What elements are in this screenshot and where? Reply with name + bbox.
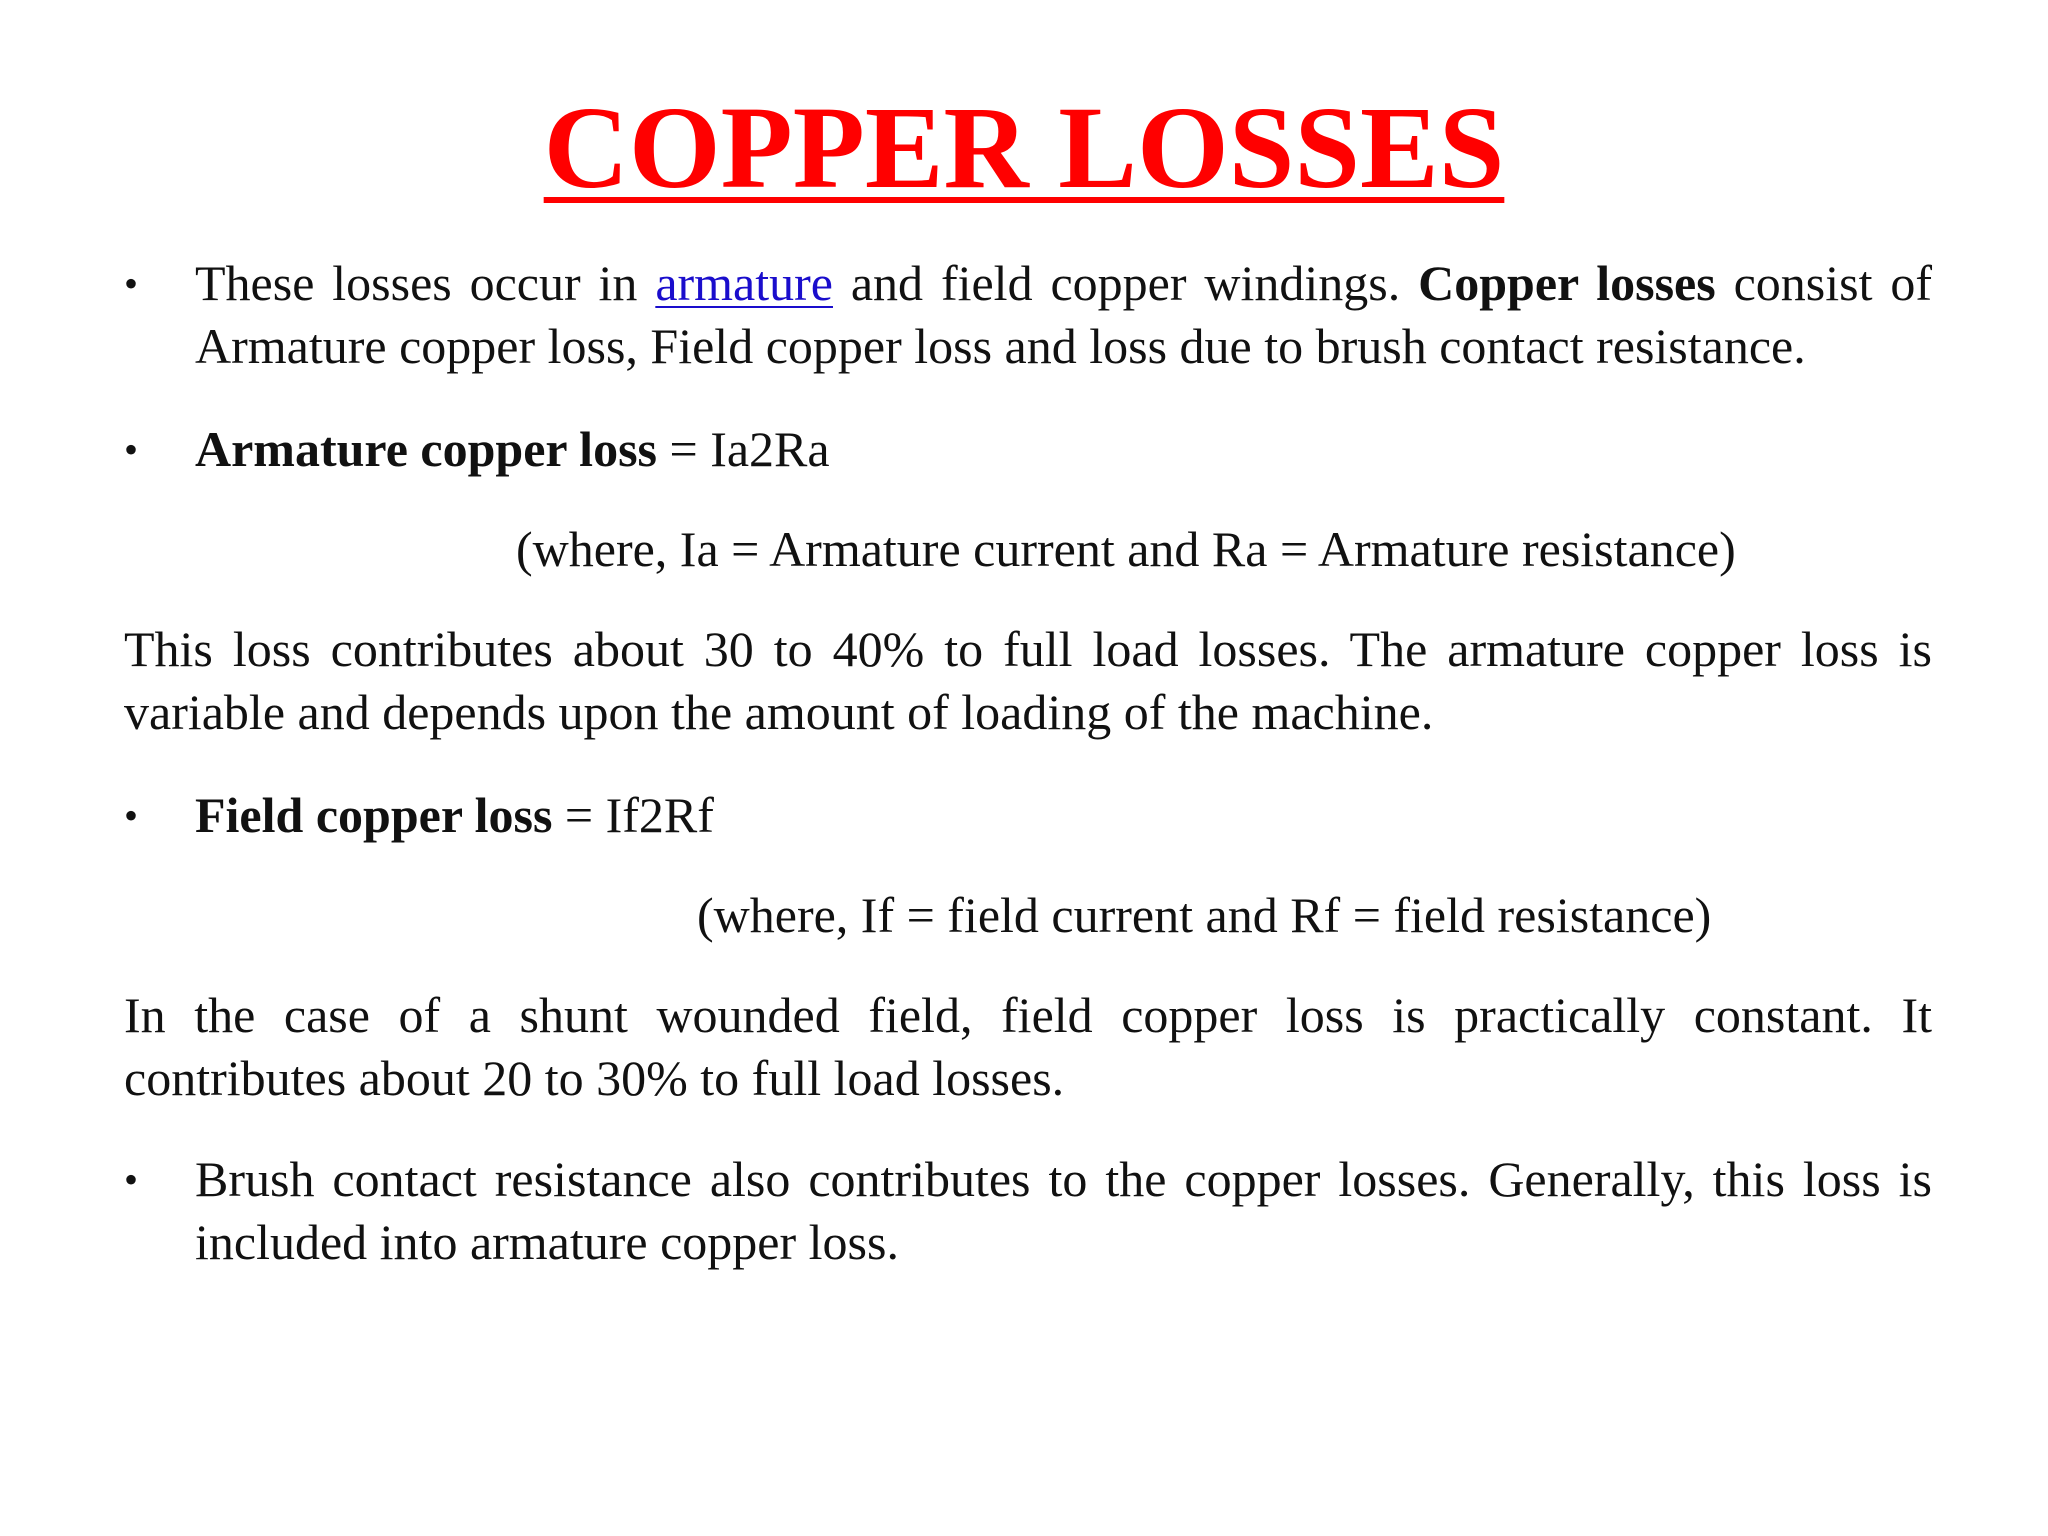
bullet-icon: • [124, 261, 139, 306]
bullet-text: and field copper windings. [832, 255, 1419, 311]
field-formula-note: (where, If = field current and Rf = field resistance) [697, 887, 1712, 943]
armature-formula-note: (where, Ia = Armature current and Ra = Armature resistance) [516, 521, 1736, 577]
bullet-icon: • [124, 793, 139, 838]
armature-loss-paragraph: This loss contributes about 30 to 40% to full load losses. The armature copper loss is variable and depends upon the amount of loading of the machine. [124, 621, 1932, 740]
bold-term-armature-copper-loss: Armature copper loss [195, 421, 657, 477]
bullet-item-brush-contact-resistance [124, 1148, 1932, 1274]
bullet-text: Brush contact resistance also contributes to the copper losses. Generally, this loss is included into armature copper loss. [195, 1151, 1932, 1270]
bold-term-copper-losses: Copper losses [1418, 255, 1716, 311]
bold-term-field-copper-loss: Field copper loss [195, 787, 553, 843]
armature-formula: = Ia2Ra [657, 421, 830, 477]
bullet-icon: • [124, 427, 139, 472]
bullet-text: consist of Armature copper loss, Field copper loss and loss due to brush contact resistance. [195, 255, 1933, 374]
slide-content [124, 252, 1932, 1274]
bullet-icon: • [124, 1157, 139, 1202]
bullet-item-armature-copper-loss [124, 418, 1932, 481]
bullet-item-field-copper-loss [124, 784, 1932, 847]
bullet-text: These losses occur in [195, 255, 656, 311]
armature-link[interactable]: armature [655, 255, 833, 311]
bullet-item-copper-losses-intro [124, 252, 1932, 378]
field-formula: = If2Rf [552, 787, 714, 843]
field-loss-paragraph: In the case of a shunt wounded field, field copper loss is practically constant. It contributes about 20 to 30% to full load losses. [124, 987, 1932, 1106]
slide-title: COPPER LOSSES [543, 82, 1505, 213]
